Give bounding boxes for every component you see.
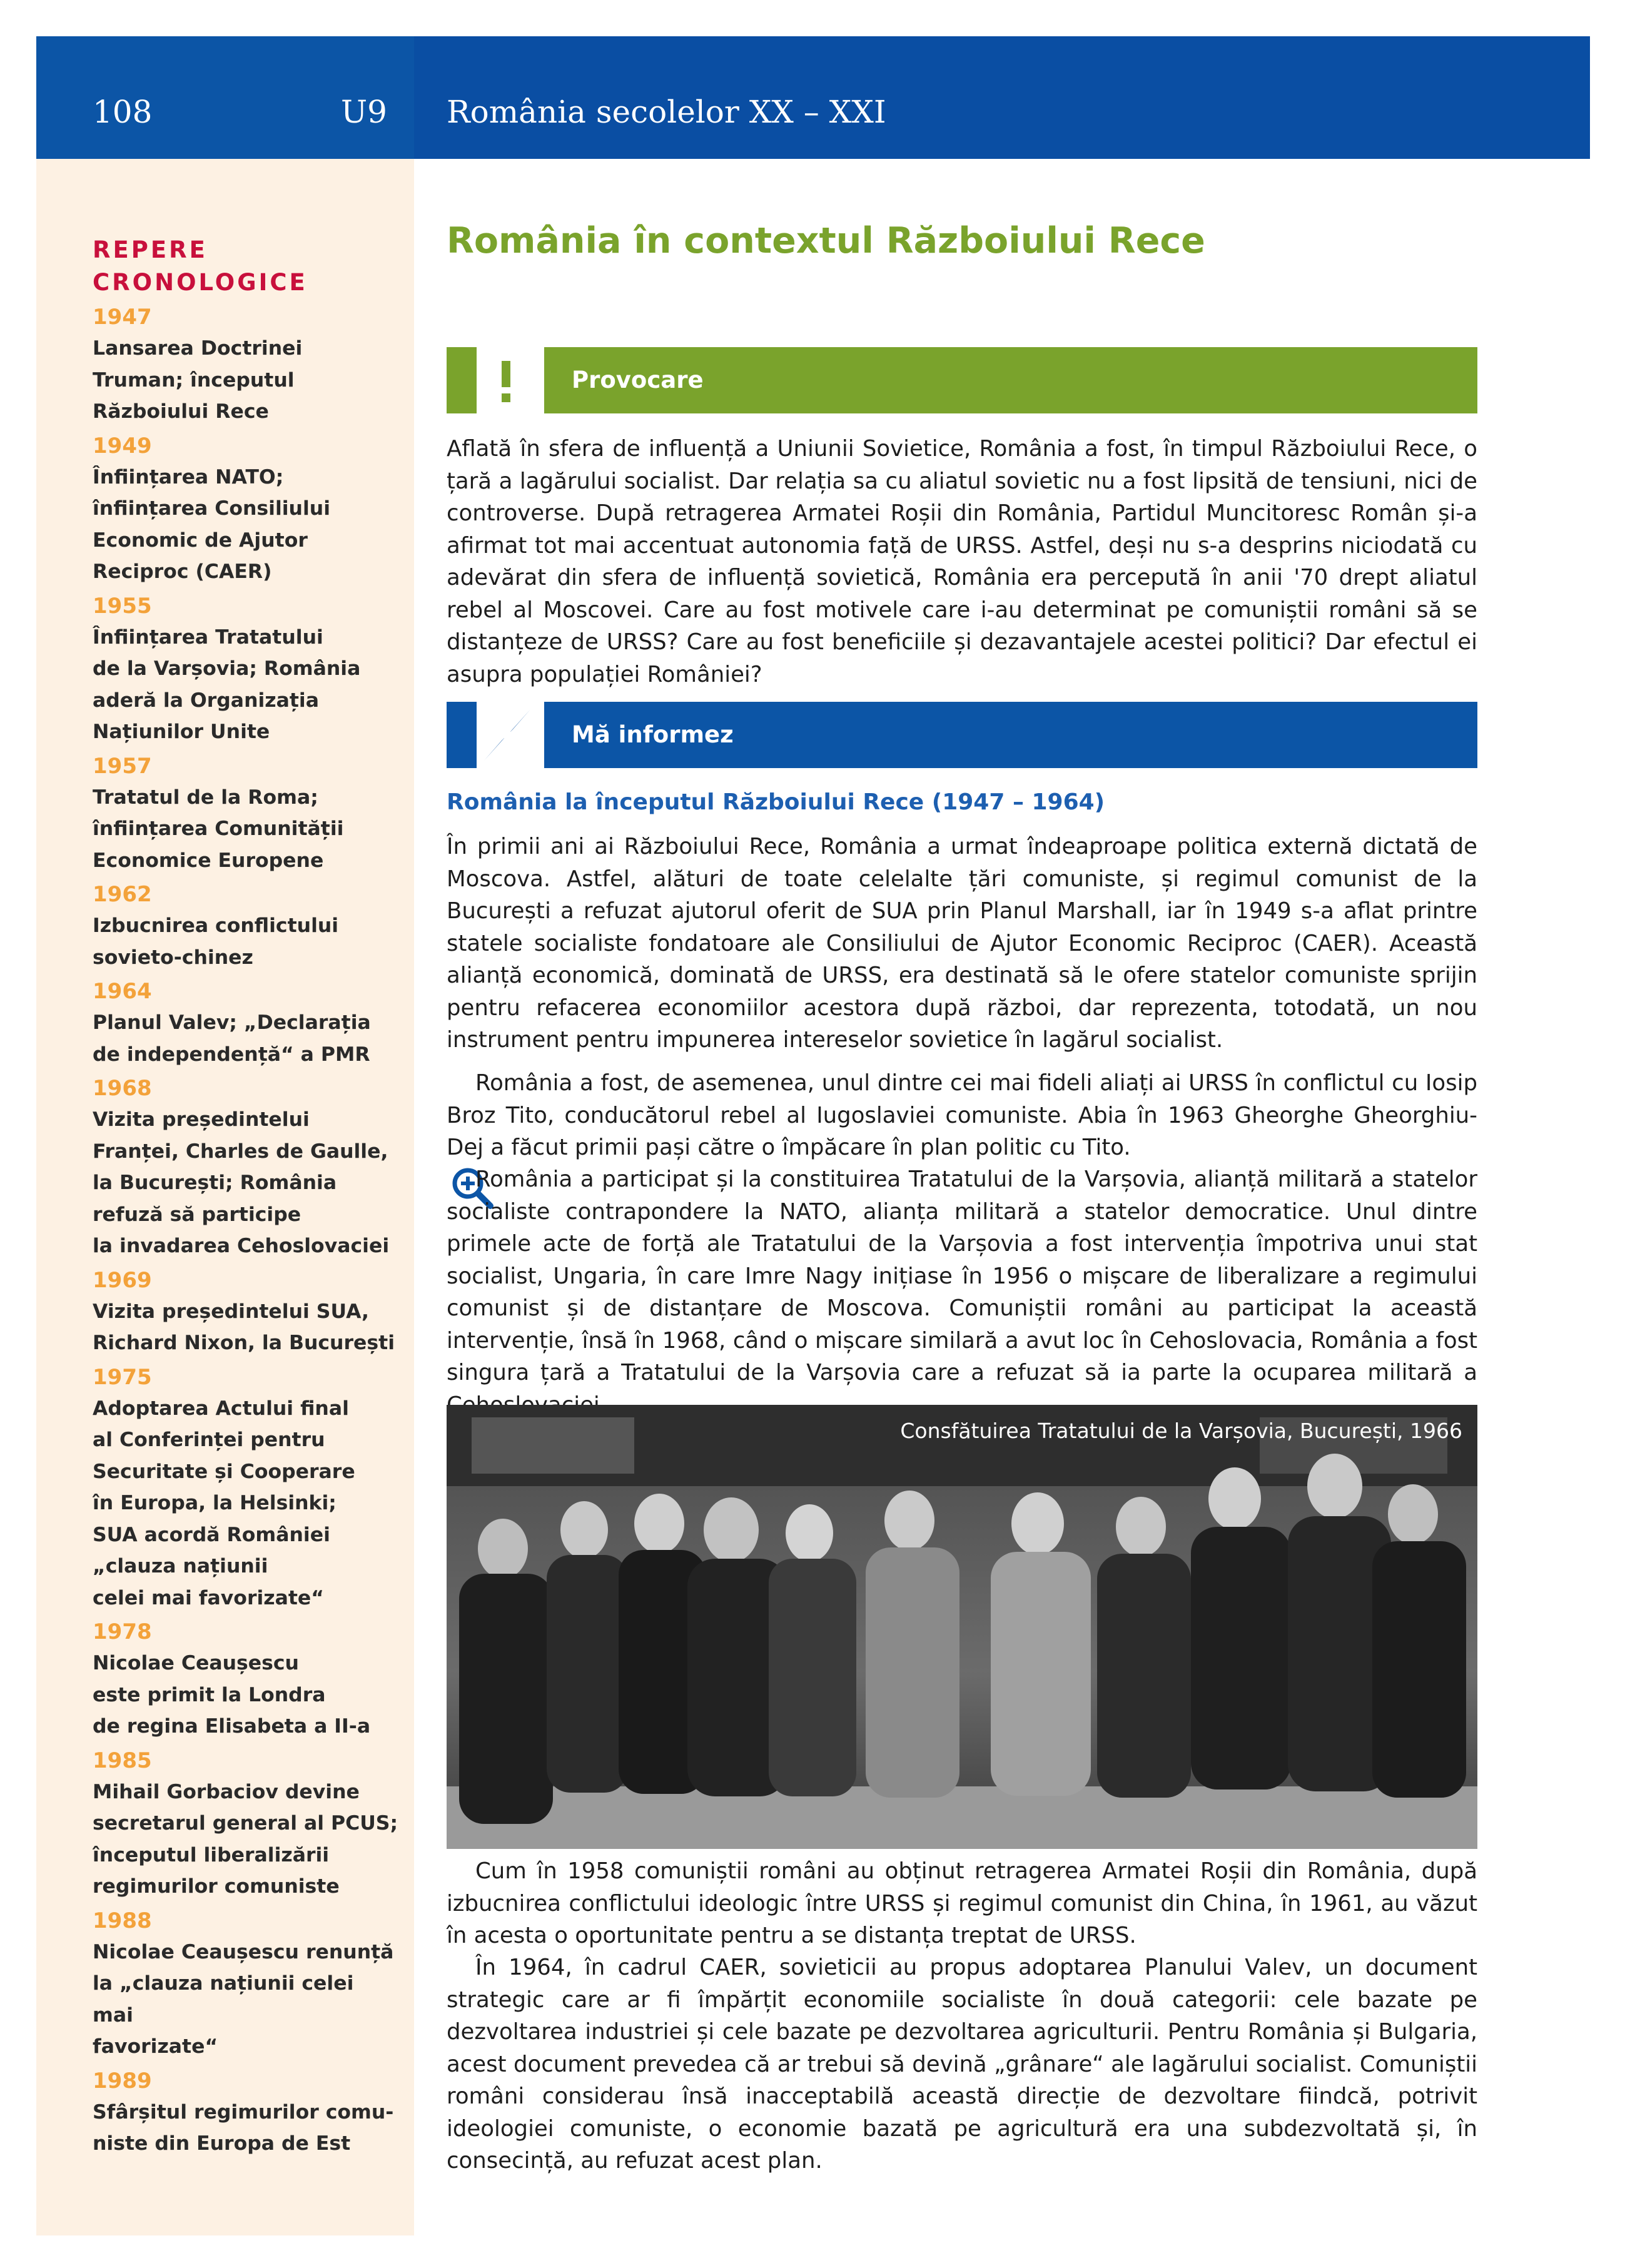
timeline-event-line: de independență“ a PMR bbox=[93, 1043, 370, 1066]
timeline-event-line: Reciproc (CAER) bbox=[93, 560, 272, 583]
page-number: 108 bbox=[93, 94, 153, 130]
timeline-entries bbox=[93, 301, 399, 2160]
exclamation-icon bbox=[477, 347, 538, 413]
provocare-tab bbox=[447, 347, 477, 413]
timeline-event-line: aderă la Organizația bbox=[93, 689, 319, 712]
paragraph-5: În 1964, în cadrul CAER, sovieticii au propus adoptarea Planului Valev, un document strategic care ar fi împărțit economiile socialiste în două categorii: cele bazate pe dezvoltarea industriei și cele bazate pe dezvoltarea agriculturii. Pentru România și Bulgaria, acest document prevedea că ar trebui să devină „grânare“ ale lagărului socialist. Comuniștii români considerau însă inacceptabilă această direcție de dezvoltare fiindcă, potrivit ideologiei comuniste, o economie bazată pe agricultură era una subdezvoltată și, în consecință, au refuzat acest plan. bbox=[447, 1955, 1477, 2174]
timeline-event-line: Vizita președintelui SUA, bbox=[93, 1300, 369, 1323]
unit-label: U9 bbox=[341, 94, 387, 130]
photo-caption: Consfătuirea Tratatului de la Varșovia, București, 1966 bbox=[900, 1419, 1462, 1443]
paragraph-2: România a fost, de asemenea, unul dintre cei mai fideli aliați ai URSS în conflictul cu Iosip Broz Tito, conducătorul rebel al Iugoslaviei comuniste. Abia în 1963 Gheorghe Gheorghiu-Dej a făcut primii pași către o împăcare în plan politic cu Tito. bbox=[447, 1070, 1477, 1160]
timeline-event-line: Securitate și Cooperare bbox=[93, 1460, 355, 1483]
timeline-event-line: Înființarea Tratatului bbox=[93, 625, 323, 649]
timeline-event-line: Nicolae Ceaușescu bbox=[93, 1652, 299, 1674]
timeline-event-line: „clauza națiunii bbox=[93, 1555, 268, 1577]
timeline-year: 1964 bbox=[93, 979, 152, 1004]
timeline-year: 1957 bbox=[93, 753, 152, 779]
timeline-event-line: Sfârșitul regimurilor comu- bbox=[93, 2100, 394, 2124]
timeline-year: 1988 bbox=[93, 1908, 152, 1933]
paragraph-4: Cum în 1958 comuniștii români au obținut retragerea Armatei Roșii din România, după izbucnirea conflictului ideologic între URSS și regimul comunist din China, în 1961, au văzut în acesta o oportunitate pentru a se distanța treptat de URSS. bbox=[447, 1858, 1477, 1948]
photo-illustration bbox=[447, 1405, 1477, 1849]
timeline-list bbox=[93, 234, 399, 2160]
timeline-event-line: regimurilor comuniste bbox=[93, 1875, 340, 1898]
timeline-event-line: Înființarea NATO; bbox=[93, 465, 284, 489]
chapter-title: România secolelor XX – XXI bbox=[447, 94, 886, 130]
timeline-year: 1978 bbox=[93, 1619, 152, 1644]
timeline-event-line: Adoptarea Actului final bbox=[93, 1397, 349, 1420]
timeline-event-line: Truman; începutul bbox=[93, 368, 295, 392]
timeline-event-line: niste din Europa de Est bbox=[93, 2132, 351, 2155]
timeline-event-line: este primit la Londra bbox=[93, 1683, 326, 1706]
timeline-event-line: Mihail Gorbaciov devine bbox=[93, 1780, 360, 1803]
timeline-event-line: în Europa, la Helsinki; bbox=[93, 1492, 337, 1514]
timeline-event-line: înființarea Comunității bbox=[93, 818, 344, 840]
timeline-event-line: Vizita președintelui bbox=[93, 1108, 310, 1131]
timeline-year: 1949 bbox=[93, 433, 152, 458]
timeline-year: 1985 bbox=[93, 1748, 152, 1773]
timeline-event-line: Richard Nixon, la București bbox=[93, 1332, 395, 1354]
timeline-event-line: de regina Elisabeta a II-a bbox=[93, 1715, 371, 1738]
timeline-event-line: Lansarea Doctrinei bbox=[93, 337, 303, 360]
timeline-title-line2: CRONOLOGICE bbox=[93, 269, 308, 296]
timeline-event-line: Franței, Charles de Gaulle, bbox=[93, 1140, 388, 1163]
timeline-event-line: SUA acordă României bbox=[93, 1523, 330, 1546]
paragraph-1: În primii ani ai Războiului Rece, România a urmat îndeaproape politica externă dictată de Moscova. Astfel, alături de toate celelalte țări comuniste, și regimul comunist de la București a refuzat ajutorul oferit de SUA prin Planul Marshall, iar în 1949 s-a aflat printre statele socialiste fondatoare ale Consiliului de Ajutor Economic Reciproc (CAER). Această alianță economică, dominată de URSS, era destinată să le ofere statelor comuniste sprijin pentru refacerea economiilor acestora după război, dar reprezenta, totodată, un nou instrument pentru impunerea intereselor sovietice în lagărul socialist. bbox=[447, 834, 1477, 1053]
timeline-event-line: Economic de Ajutor bbox=[93, 529, 308, 552]
timeline-year: 1955 bbox=[93, 593, 152, 619]
timeline-event-line: la „clauza națiunii celei mai bbox=[93, 1972, 354, 2027]
timeline-event-line: celei mai favorizate“ bbox=[93, 1586, 324, 1609]
provocare-text: Aflată în sfera de influență a Uniunii Sovietice, România a fost, în timpul Războiului Rece, o țară a lagărului socialist. Dar relația sa cu aliatul sovietic nu a fost lipsită de tensiuni, nici de controverse. După retragerea Armatei Roșii din România, Partidul Muncitoresc Român și-a afirmat tot mai accentuat autonomia față de URSS. Astfel, deși nu s-a desprins niciodată cu adevărat din sfera de influență sovietică, România era percepută în anii '70 drept aliatul rebel al Moscovei. Care au fost motivele care i-au determinat pe comuniștii români să se distanțeze de URSS? Care au fost beneficiile și dezavantajele acestei politici? Dar efectul ei asupra populației României? bbox=[447, 436, 1477, 687]
paragraph-3: România a participat și la constituirea Tratatului de la Varșovia, alianță militară a statelor socialiste contrapondere la NATO, alianța militară a statelor democratice. Unul dintre primele acte de forță ale Tratatului de la Varșovia a fost intervenția împotriva unui stat socialist, Ungaria, în care Imre Nagy inițiase în 1956 o mișcare de liberalizare a regimului comunist și de distanțare de Moscova. Comuniștii români au participat la această intervenție, însă în 1968, când o mișcare similară a avut loc în Cehoslovacia, România a fost singura țară a Tratatului de la Varșovia care a refuzat să ia parte la ocuparea militară a bbox=[447, 1167, 1477, 1385]
timeline-year: 1969 bbox=[93, 1267, 152, 1293]
ma-informez-label: Mă informez bbox=[572, 721, 734, 748]
timeline-event-line: al Conferinței pentru bbox=[93, 1429, 325, 1451]
timeline-title-line1: REPERE bbox=[93, 236, 208, 263]
ma-informez-section-header bbox=[447, 702, 1477, 768]
timeline-event-line: la București; România bbox=[93, 1172, 337, 1194]
timeline-year: 1947 bbox=[93, 305, 152, 330]
section-subtitle: România la începutul Războiului Rece (1947 – 1964) bbox=[447, 789, 1105, 815]
timeline-event-line: secretarul general al PCUS; bbox=[93, 1812, 398, 1835]
timeline-event-line: înființarea Consiliului bbox=[93, 497, 330, 520]
historical-photo bbox=[447, 1405, 1477, 1849]
provocare-label: Provocare bbox=[572, 367, 704, 393]
timeline-event-line: începutul liberalizării bbox=[93, 1843, 330, 1866]
provocare-section-header bbox=[447, 347, 1477, 413]
timeline-year: 1989 bbox=[93, 2068, 152, 2093]
timeline-event-line: Tratatul de la Roma; bbox=[93, 786, 318, 809]
timeline-event-line: la invadarea Cehoslovaciei bbox=[93, 1235, 390, 1257]
timeline-event-line: Războiului Rece bbox=[93, 400, 269, 423]
timeline-year: 1962 bbox=[93, 882, 152, 907]
timeline-event-line: Națiunilor Unite bbox=[93, 721, 270, 743]
timeline-event-line: sovieto-chinez bbox=[93, 946, 253, 969]
ma-informez-tab bbox=[447, 702, 477, 768]
timeline-event-line: Nicolae Ceaușescu renunță bbox=[93, 1940, 394, 1963]
timeline-event-line: Planul Valev; „Declarația bbox=[93, 1011, 371, 1034]
timeline-year: 1968 bbox=[93, 1076, 152, 1101]
timeline-event-line: Izbucnirea conflictului bbox=[93, 914, 339, 937]
timeline-event-line: refuză să participe bbox=[93, 1203, 301, 1226]
compass-icon bbox=[477, 702, 538, 768]
timeline-event-line: Economice Europene bbox=[93, 849, 324, 872]
timeline-event-line: de la Varșovia; România bbox=[93, 657, 361, 680]
timeline-year: 1975 bbox=[93, 1364, 152, 1390]
timeline-event-line: favorizate“ bbox=[93, 2035, 218, 2058]
lesson-title: România în contextul Războiului Rece bbox=[447, 220, 1205, 261]
